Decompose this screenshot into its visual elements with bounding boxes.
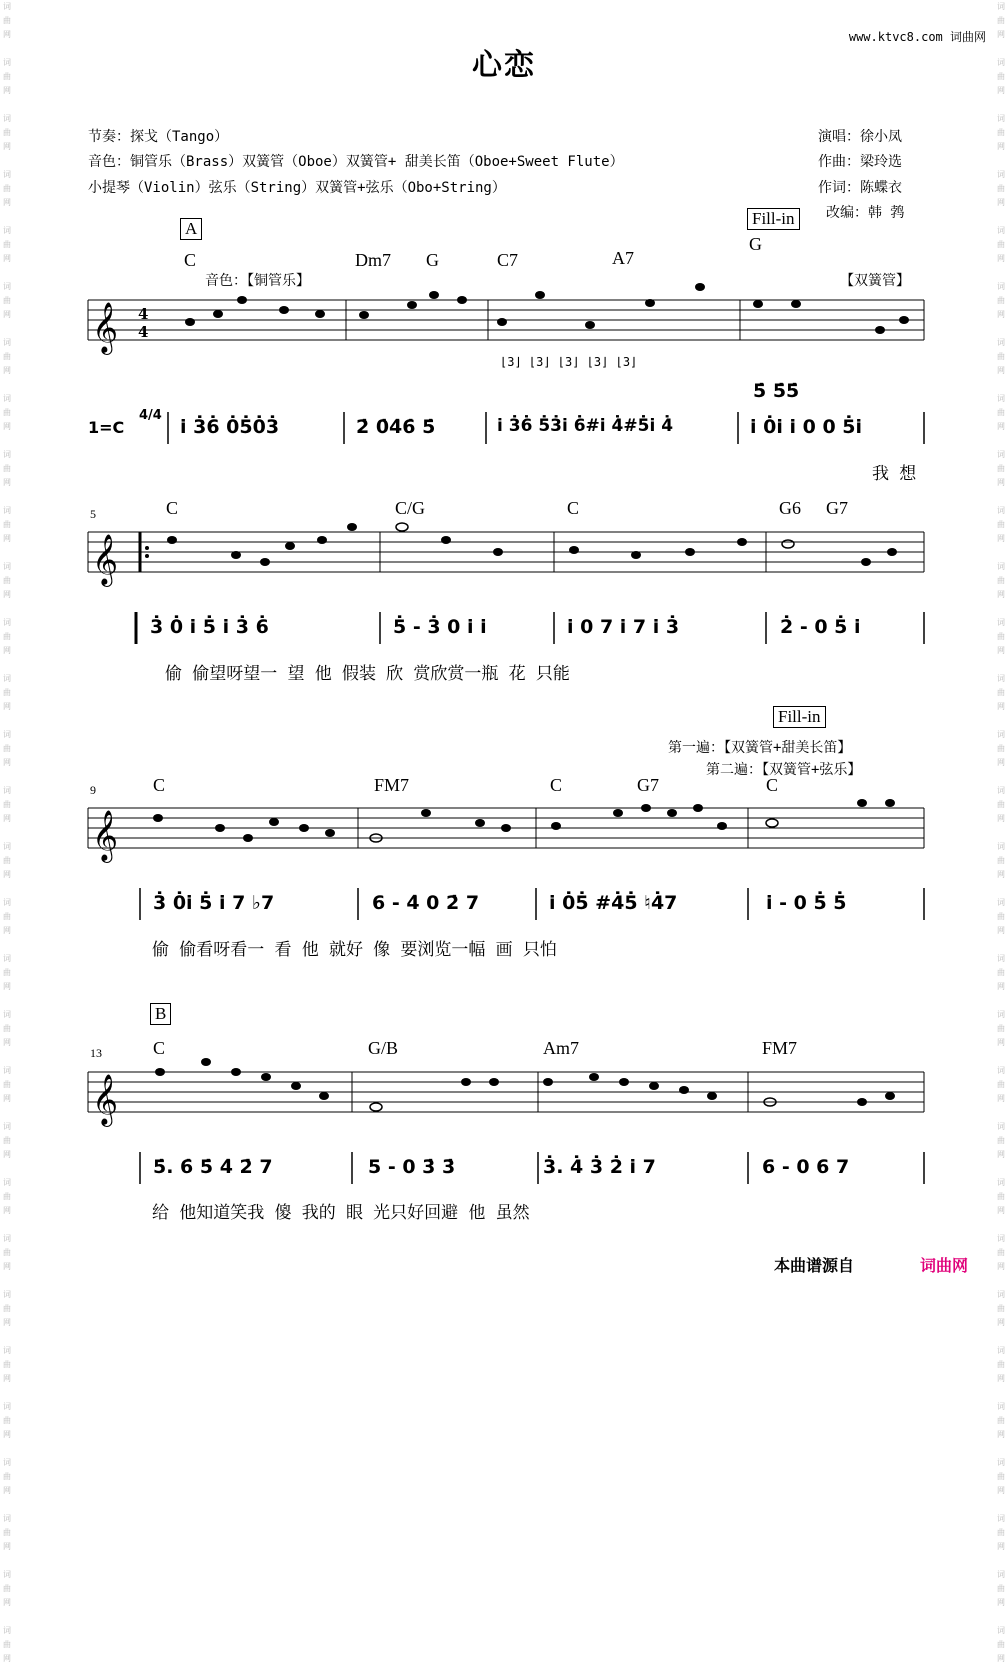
jianpu-barlines-3 bbox=[0, 886, 1008, 926]
chord: G bbox=[426, 250, 439, 270]
left-watermark-strip: 词 曲 网 词 曲 网 词 曲 网 词 曲 网 词 曲 网 词 曲 网 词 曲 网 词 曲 网 词 曲 网 词 曲 网 词 曲 网 词 曲 网 词 曲 网 词 曲 网 词 曲 网 词 曲 网 词 曲 网 词 曲 网 词 曲 网 词 曲 网 词 曲 网 词 曲 网 词 曲 网 词 曲 网 词 曲 网 词 曲 网 词 曲 网 词 曲 网 词 曲 网 词 曲 网 bbox=[3, 2, 11, 1663]
staff-4 bbox=[0, 1062, 1008, 1142]
staff-3 bbox=[0, 798, 1008, 868]
svg-text:𝄞: 𝄞 bbox=[92, 1074, 119, 1125]
lyric-line: 偷 偷望呀望一 望 他 假装 欣 赏欣赏一瓶 花 只能 bbox=[165, 664, 570, 684]
measure-number: 13 bbox=[90, 1046, 102, 1060]
jianpu-measure: i 0̇i i 0 0 5̇i bbox=[750, 416, 863, 438]
jianpu-measure: i 0̇5̇ #4̇5̇ ♮4̇7 bbox=[549, 892, 678, 914]
chord: G7 bbox=[637, 775, 659, 795]
pass-one-note: 第一遍：【双簧管+甜美长笛】 bbox=[668, 740, 852, 756]
jianpu-barlines-4 bbox=[0, 1150, 1008, 1190]
jianpu-measure: 6 - 4̇ 0 2̇ 7 bbox=[372, 892, 480, 914]
chord: C bbox=[184, 250, 197, 270]
jianpu-barlines-1 bbox=[0, 410, 1008, 450]
meta-lyricist: 作词：陈蝶衣 bbox=[818, 180, 902, 196]
lyric-line: 给 他知道笑我 傻 我的 眼 光只好回避 他 虽然 bbox=[152, 1203, 530, 1223]
meta-composer: 作曲：梁玲选 bbox=[818, 154, 902, 170]
fill-in-label: Fill-in bbox=[747, 208, 800, 230]
jianpu-measure: 3̇. 4̇ 3̇ 2̇ i 7 bbox=[543, 1156, 656, 1178]
chord: G6 bbox=[779, 498, 801, 518]
svg-text:𝄞: 𝄞 bbox=[92, 810, 119, 861]
svg-text:𝄞: 𝄞 bbox=[92, 534, 119, 585]
chord: Dm7 bbox=[355, 250, 391, 270]
meta-singer: 演唱：徐小凤 bbox=[818, 129, 902, 145]
svg-text:4: 4 bbox=[138, 323, 149, 341]
footer-brand-link[interactable]: 词曲网 bbox=[920, 1256, 969, 1275]
chord: C/G bbox=[395, 498, 426, 518]
pass-two-note: 第二遍：【双簧管+弦乐】 bbox=[706, 762, 862, 778]
jianpu-barlines-2 bbox=[0, 610, 1008, 650]
chord: G/B bbox=[368, 1038, 399, 1058]
chord: FM7 bbox=[762, 1038, 798, 1058]
tone-note-oboe: 【双簧管】 bbox=[840, 273, 910, 289]
meta-arranger: 改编：韩 鹁 bbox=[826, 205, 905, 221]
footer-source: 本曲谱源自 bbox=[774, 1256, 855, 1275]
measure-number: 9 bbox=[90, 783, 96, 797]
lyric-line: 我 想 bbox=[872, 464, 917, 484]
lyric-line: 偷 偷看呀看一 看 他 就好 像 要浏览一幅 画 只怕 bbox=[152, 940, 557, 960]
jianpu-measure: 5̇ - 3̇ 0 i i bbox=[393, 616, 487, 638]
chord: C7 bbox=[497, 250, 519, 270]
section-label-b: B bbox=[150, 1003, 171, 1025]
fill-in-label: Fill-in bbox=[773, 706, 826, 728]
jianpu-measure: i 3̇6̇ 5̇3̇i 6̇#i 4̇#5̇i 4̇ bbox=[497, 416, 674, 436]
right-watermark-strip: 词 曲 网 词 曲 网 词 曲 网 词 曲 网 词 曲 网 词 曲 网 词 曲 网 词 曲 网 词 曲 网 词 曲 网 词 曲 网 词 曲 网 词 曲 网 词 曲 网 词 曲 网 词 曲 网 词 曲 网 词 曲 网 词 曲 网 词 曲 网 词 曲 网 词 曲 网 词 曲 网 词 曲 网 词 曲 网 词 曲 网 词 曲 网 词 曲 网 词 曲 网 词 曲 网 bbox=[997, 2, 1005, 1663]
chord: C bbox=[153, 1038, 166, 1058]
chord: C bbox=[153, 775, 166, 795]
chord: Am7 bbox=[543, 1038, 579, 1058]
jianpu-measure: i - 0 5̇ 5̇ bbox=[766, 892, 847, 914]
svg-text:𝄞: 𝄞 bbox=[92, 302, 119, 353]
key-signature: 1=C bbox=[88, 418, 125, 437]
site-label[interactable]: www.ktvc8.com 词曲网 bbox=[848, 30, 986, 44]
meta-tone: 音色：铜管乐（Brass）双簧管（Oboe）双簧管+ 甜美长笛（Oboe+Sweet Flute） bbox=[88, 154, 624, 170]
jianpu-measure: 6 - 0 6 7 bbox=[762, 1156, 850, 1178]
tone-note-brass: 音色：【铜管乐】 bbox=[205, 273, 310, 289]
staff-2 bbox=[0, 522, 1008, 592]
time-signature: 4/4 bbox=[139, 408, 162, 423]
chord: C bbox=[567, 498, 580, 518]
jianpu-measure: 3̇ 0̇i 5̇ i 7 ♭7 bbox=[153, 892, 275, 914]
section-label-a: A bbox=[180, 218, 202, 240]
chord: C bbox=[550, 775, 563, 795]
measure-number: 5 bbox=[90, 507, 96, 521]
chord: FM7 bbox=[374, 775, 410, 795]
chord: C bbox=[166, 498, 179, 518]
jianpu-measure: 5̇. 6̇ 5̇ 4̇ 2̇ 7 bbox=[153, 1156, 273, 1178]
svg-text:4: 4 bbox=[138, 305, 149, 323]
chord: A7 bbox=[612, 248, 634, 268]
chord: G bbox=[749, 234, 762, 254]
jianpu-measure: 2̇ - 0 5̇ i bbox=[780, 616, 861, 638]
jianpu-measure: 3̇ 0̇ i 5̇ i 3̇ 6̇ bbox=[150, 616, 269, 638]
chord: G7 bbox=[826, 498, 848, 518]
triplet-mark: ⌊3⌋ ⌊3⌋ ⌊3⌋ ⌊3⌋ ⌊3⌋ bbox=[500, 355, 638, 369]
high-notes: 5̇ 5̇5̇ bbox=[753, 380, 800, 402]
jianpu-measure: i 3̇6̇ 0̇5̇0̇3̇ bbox=[180, 416, 280, 438]
jianpu-measure: 2̇ 0̇4̇6̇ 5̇ bbox=[356, 416, 436, 438]
meta-tone-2: 小提琴（Violin）弦乐（String）双簧管+弦乐（Obo+String） bbox=[88, 180, 506, 196]
jianpu-measure: i 0 7 i 7 i 3̇ bbox=[567, 616, 680, 638]
jianpu-measure: 5 - 0 3̇ 3̇ bbox=[368, 1156, 456, 1178]
meta-rhythm: 节奏：探戈（Tango） bbox=[88, 129, 229, 145]
song-title: 心恋 bbox=[472, 48, 536, 83]
chord: C bbox=[766, 775, 779, 795]
